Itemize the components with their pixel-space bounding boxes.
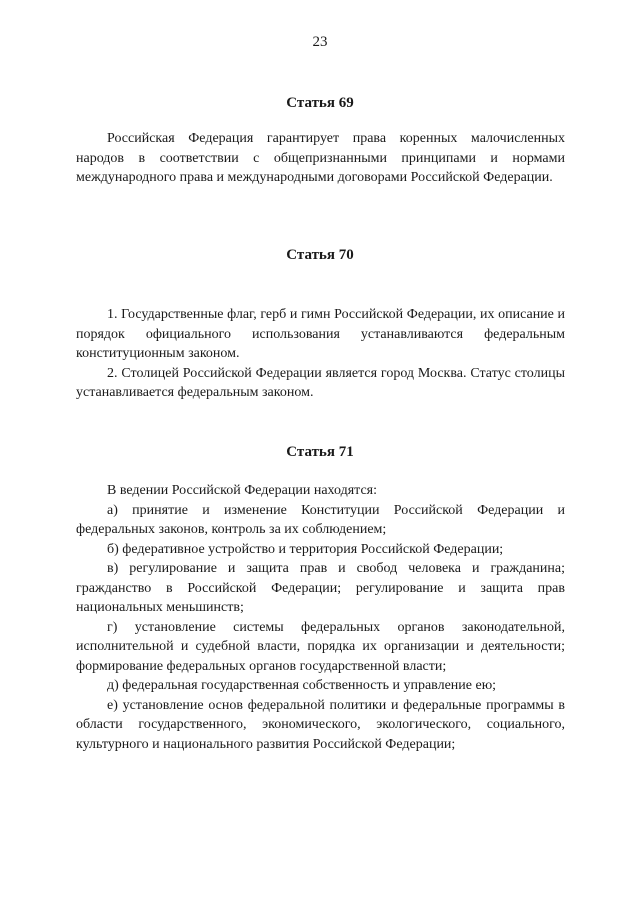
article-71-title: Статья 71 bbox=[286, 444, 354, 460]
article-71-item-d: д) федеральная государственная собственность и управление ею; bbox=[107, 678, 497, 693]
article-71-item-g: г) установление системы федеральных органов законодательной, исполнительной и судебной власти, порядка их организации и деятельности; формирование федеральных органов государственной власти; bbox=[76, 619, 565, 674]
article-70-body bbox=[76, 305, 565, 403]
article-71-item-a: а) принятие и изменение Конституции Российской Федерации и федеральных законов, контроль за их соблюдением; bbox=[76, 502, 565, 537]
article-71-item-v: в) регулирование и защита прав и свобод человека и гражданина; гражданство в Российской Федерации; регулирование и защита прав национальных меньшинств; bbox=[76, 561, 565, 615]
article-70-paragraph-2: 2. Столицей Российской Федерации является город Москва. Статус столицы устанавливается федеральным законом. bbox=[76, 365, 565, 400]
article-70-paragraph-1: 1. Государственные флаг, герб и гимн Российской Федерации, их описание и порядок официального использования устанавливаются федеральным конституционным законом. bbox=[76, 307, 565, 361]
article-69-body bbox=[76, 129, 565, 188]
article-69-paragraph: Российская Федерация гарантирует права коренных малочисленных народов в соответствии с общепризнанными принципами и нормами международного права и международными договорами Российской Федерации. bbox=[76, 131, 565, 185]
page-number: 23 bbox=[312, 34, 328, 50]
article-71-item-b: б) федеративное устройство и территория Российской Федерации; bbox=[107, 541, 504, 557]
article-69-title: Статья 69 bbox=[286, 95, 354, 111]
article-71-item-e: е) установление основ федеральной политики и федеральные программы в области государственного, экономического, экологического, социального, культурного и национального развития Российской Федерации; bbox=[76, 697, 565, 752]
article-70-title: Статья 70 bbox=[286, 247, 354, 263]
article-71-body bbox=[76, 481, 565, 754]
article-71-intro: В ведении Российской Федерации находятся: bbox=[107, 483, 377, 498]
